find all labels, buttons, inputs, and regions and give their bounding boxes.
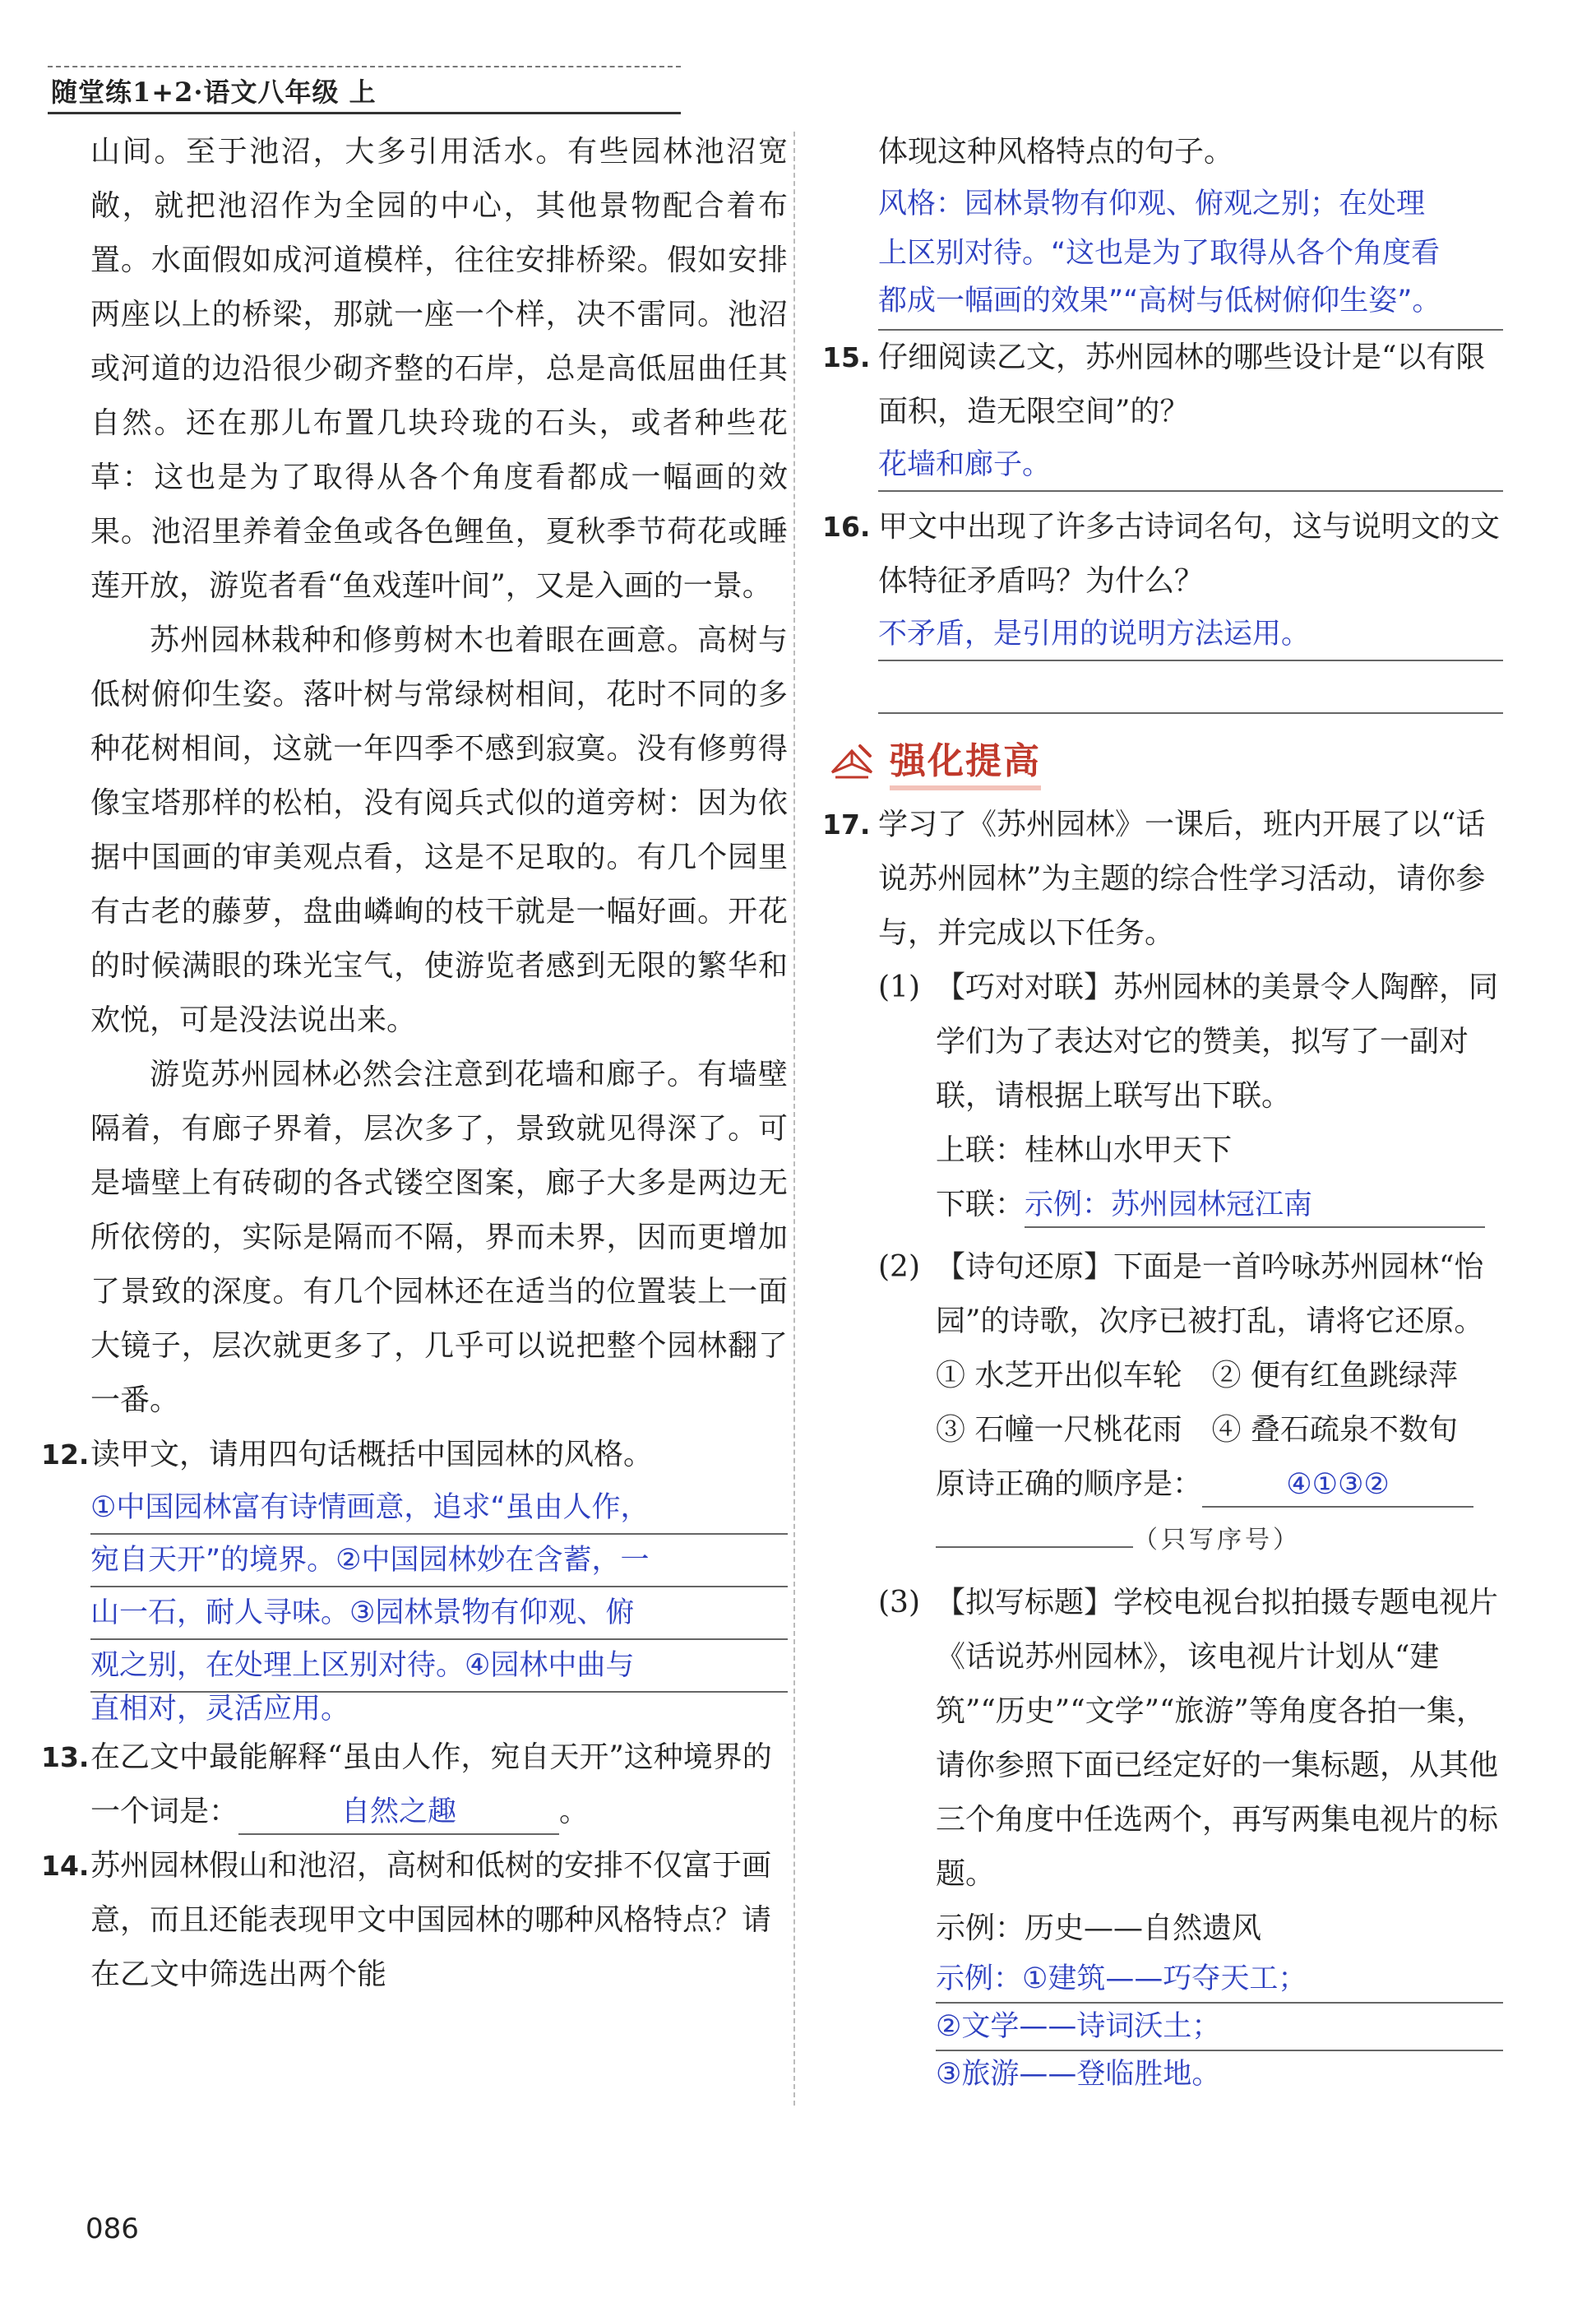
answer-line: ③旅游——登临胜地。	[936, 2058, 1221, 2091]
question-number: 16.	[822, 511, 871, 543]
answer-line: 直相对，灵活应用。	[90, 1693, 350, 1726]
upper-couplet: 上联：桂林山水甲天下	[936, 1133, 1233, 1167]
question-text-end: 。	[559, 1795, 590, 1828]
answer-line: 不矛盾，是引用的说明方法运用。	[878, 609, 1503, 661]
sub-question-1	[878, 961, 1503, 1232]
book-pen-icon	[827, 739, 877, 782]
answer-blank: ④①③②	[1202, 1463, 1473, 1508]
question-text: 读甲文，请用四句话概括中国园林的风格。	[90, 1438, 654, 1471]
question-16	[822, 500, 1503, 714]
passage-paragraph-2: 苏州园林栽种和修剪树木也着眼在画意。高树与低树俯仰生姿。落叶树与常绿树相间，花时不同的多种花树相间，这就一年四季不感到寂寞。没有修剪得像宝塔那样的松柏，没有阅兵式似的道旁树：因为依据中国画的审美观点看，这是不足取的。有几个园里有古老的藤萝，盘曲嶙峋的枝干就是一幅好画。开花的时候满眼的珠光宝气，使游览者感到无限的繁华和欢悦，可是没法说出来。	[90, 623, 788, 1037]
passage-paragraph-1: 山间。至于池沼，大多引用活水。有些园林池沼宽敞，就把池沼作为全园的中心，其他景物配合着布置。水面假如成河道模样，往往安排桥梁。假如安排两座以上的桥梁，那就一座一个样，决不雷同。池沼或河道的边沿很少砌齐整的石岸，总是高低屈曲任其自然。还在那儿布置几块玲珑的石头，或者种些花草：这也是为了取得从各个角度看都成一幅画的效果。池沼里养着金鱼或各色鲤鱼，夏秋季节荷花或睡莲开放，游览者看“鱼戏莲叶间”，又是入画的一景。	[90, 135, 788, 603]
order-note: （只写序号）	[1133, 1526, 1301, 1554]
answer-blank: 示例：苏州园林冠江南	[1025, 1184, 1485, 1228]
sub-question-text: 【巧对对联】苏州园林的美景令人陶醉，同学们为了表达对它的赞美，拟写了一副对联，请根据上联写出下联。	[936, 971, 1499, 1113]
answer-line: 示例：①建筑——巧夺天工；	[936, 1956, 1503, 2004]
sub-question-text: 【拟写标题】学校电视台拟拍摄专题电视片《话说苏州园林》，该电视片计划从“建筑”“历史”“文学”“旅游”等角度各拍一集，请你参照下面已经定好的一集标题，从其他三个角度中任选两个，再写两集电视片的标题。	[936, 1586, 1499, 1891]
answer-line-empty	[878, 661, 1503, 714]
sub-question-text: 【诗句还原】下面是一首吟咏苏州园林“怡园”的诗歌，次序已被打乱，请将它还原。	[936, 1250, 1484, 1338]
question-14-continued	[827, 125, 1503, 331]
answer-line: 都成一幅画的效果”“高树与低树俯仰生姿”。	[878, 278, 1503, 331]
answer-line: 宛自天开”的境界。②中国园林妙在含蓄，一	[90, 1535, 788, 1587]
answer-blank: 自然之趣	[238, 1791, 559, 1835]
poem-options: ① 水芝开出似车轮 ② 便有红鱼跳绿萍 ③ 石幢一尺桃花雨 ④ 叠石疏泉不数旬	[936, 1359, 1487, 1447]
question-text: 体现这种风格特点的句子。	[878, 135, 1234, 169]
sub-question-2	[878, 1240, 1503, 1568]
sub-question-number: (2)	[878, 1250, 920, 1284]
question-17	[822, 798, 1503, 2097]
column-divider	[793, 132, 795, 2106]
question-number: 13.	[41, 1741, 90, 1773]
sub-question-number: (3)	[878, 1586, 920, 1619]
answer-line: ②文学——诗词沃土；	[936, 2004, 1503, 2051]
header-dashed-rule	[48, 66, 681, 67]
order-label: 原诗正确的顺序是：	[936, 1467, 1203, 1501]
question-number: 17.	[822, 808, 871, 841]
sub-question-number: (1)	[878, 971, 920, 1004]
question-text: 学习了《苏州园林》一课后，班内开展了以“话说苏州园林”为主题的综合性学习活动，请你参与，并完成以下任务。	[878, 808, 1486, 950]
right-column	[822, 125, 1503, 2097]
passage-paragraph-3: 游览苏州园林必然会注意到花墙和廊子。有墙壁隔着，有廊子界着，层次多了，景致就见得深了。可是墙壁上有砖砌的各式镂空图案，廊子大多是两边无所依傍的，实际是隔而不隔，界而未界，因而更增加了景致的深度。有几个园林还在适当的位置装上一面大镜子，层次就更多了，几乎可以说把整个园林翻了一番。	[90, 1058, 788, 1417]
question-15	[822, 331, 1503, 492]
question-text: 甲文中出现了许多古诗词名句，这与说明文的文体特征矛盾吗？为什么？	[878, 510, 1501, 598]
header-title: 随堂练1+2·语文八年级 上	[51, 76, 377, 108]
question-number: 14.	[41, 1850, 90, 1882]
answer-blank-continued	[936, 1546, 1133, 1548]
question-number: 12.	[41, 1439, 90, 1471]
lower-couplet-label: 下联：	[936, 1188, 1025, 1221]
title-example: 示例：历史——自然遗风	[936, 1911, 1262, 1945]
question-text: 仔细阅读乙文，苏州园林的哪些设计是“以有限面积，造无限空间”的？	[878, 341, 1486, 429]
header-rule	[48, 112, 681, 114]
answer-line: 上区别对待。“这也是为了取得从各个角度看	[878, 237, 1441, 270]
question-text: 苏州园林假山和池沼，高树和低树的安排不仅富于画意，而且还能表现甲文中国园林的哪种风格特点？请在乙文中筛选出两个能	[90, 1849, 772, 1991]
answer-line: ①中国园林富有诗情画意，追求“虽由人作，	[90, 1482, 788, 1535]
answer-line: 风格：园林景物有仰观、俯观之别；在处理	[878, 188, 1426, 220]
section-heading	[827, 732, 1503, 790]
answer-line: 花墙和廊子。	[878, 439, 1503, 492]
left-column	[41, 125, 788, 2002]
section-title: 强化提高	[890, 731, 1041, 790]
page-number: 086	[86, 2212, 139, 2245]
question-text: 在乙文中最能解释“虽由人作，宛自天开”这种境界的一个词是：	[90, 1740, 772, 1828]
page-header	[48, 66, 681, 114]
sub-question-3	[878, 1576, 1503, 2097]
question-14	[41, 1839, 788, 2002]
answer-line: 观之别，在处理上区别对待。④园林中曲与	[90, 1640, 788, 1693]
question-number: 15.	[822, 341, 871, 373]
question-13	[41, 1730, 788, 1839]
answer-line: 山一石，耐人寻味。③园林景物有仰观、俯	[90, 1587, 788, 1640]
question-12	[41, 1428, 788, 1730]
